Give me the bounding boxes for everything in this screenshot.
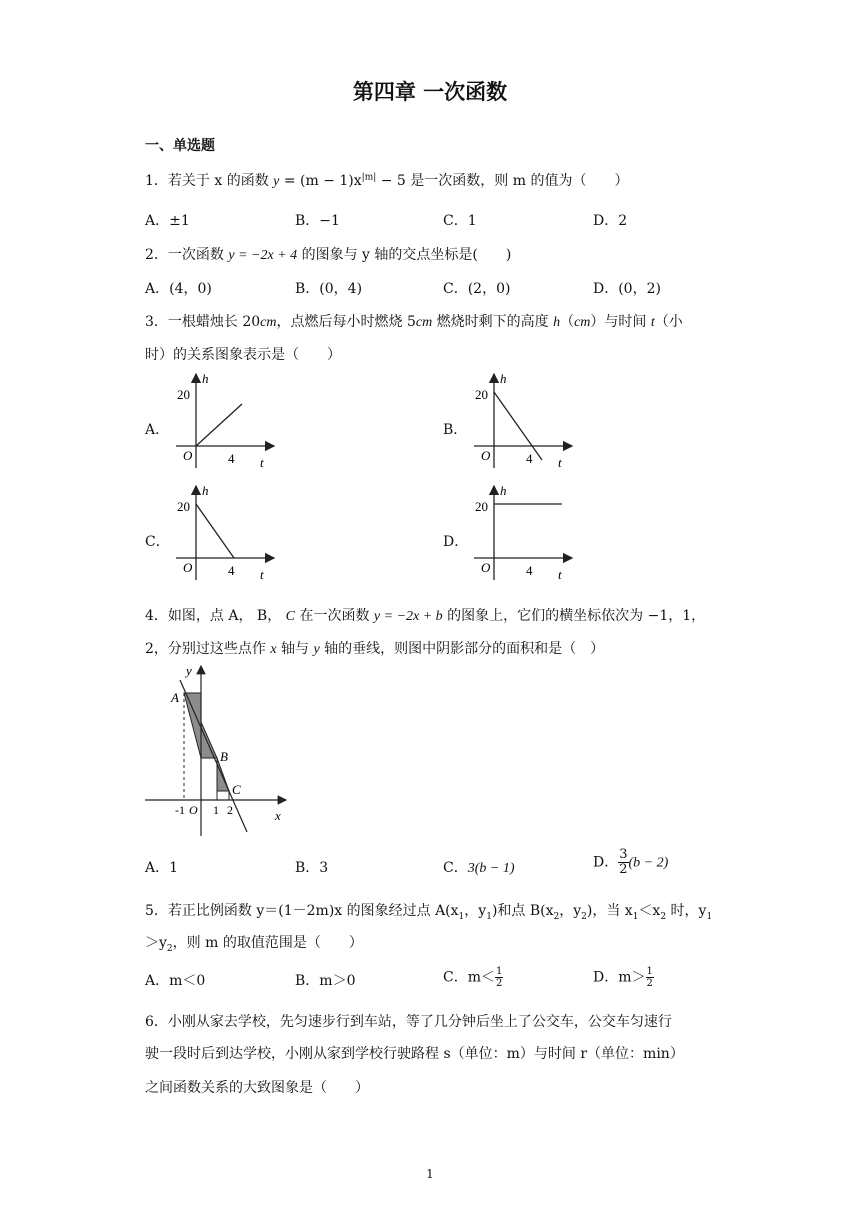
q4-option-d — [593, 848, 668, 877]
q5-option-c-fraction — [495, 966, 503, 989]
q5-text: 时，y — [666, 903, 707, 919]
subscript: 2 — [166, 943, 173, 954]
subscript: 1 — [486, 911, 492, 922]
y-tick-label: 20 — [475, 499, 488, 514]
q5-option-d-fraction — [646, 966, 654, 989]
graph-line — [196, 504, 234, 558]
q3-text: （ — [560, 314, 575, 330]
q3-graph-a — [170, 370, 280, 472]
q4-option-d-fraction — [618, 848, 628, 877]
q5-option-c-label: C．m＜ — [443, 969, 495, 986]
graph-line — [494, 392, 542, 460]
q3-unit: cm — [260, 315, 277, 330]
q5-text: ，y — [559, 903, 582, 919]
subscript: 1 — [632, 911, 639, 922]
q1-formula-part: = (m — [279, 173, 319, 189]
q1-formula-part: − 1)x — [318, 173, 362, 189]
subscript: 1 — [458, 911, 465, 922]
fraction-numerator: 1 — [496, 966, 503, 977]
q1-option-a: A．±1 — [145, 213, 190, 229]
q5-text: ＞y — [145, 935, 167, 951]
q4-text: 轴的垂线，则图中阴影部分的面积和是（ ） — [319, 641, 605, 657]
x-tick-label: 4 — [526, 451, 533, 466]
question-2 — [145, 244, 511, 264]
q3-option-a-label: A． — [145, 422, 170, 438]
question-5-line-2 — [145, 932, 363, 954]
q4-var-x: x — [270, 642, 277, 657]
shaded-triangle-a — [184, 693, 201, 758]
q2-text-after: 的图象与 y 轴的交点坐标是( ) — [297, 247, 512, 263]
subscript: 1 — [706, 911, 713, 922]
q5-option-b: B．m＞0 — [295, 973, 356, 989]
point-a-label: A — [171, 690, 179, 705]
question-6-line-2: 驶一段时后到达学校，小刚从家到学校行驶路程 s（单位：m）与时间 r（单位：min） — [145, 1046, 684, 1062]
point-b-label: B — [220, 749, 228, 764]
q5-text: ＜x — [638, 903, 661, 919]
fraction-denominator: 2 — [646, 978, 653, 989]
x-tick-minus-1: -1 — [175, 803, 185, 817]
q4-text: 的图象上，它们的横坐标依次为 −1，1， — [442, 608, 706, 624]
origin-label: O — [183, 560, 193, 575]
q4-text: 4．如图，点 A， B， — [145, 608, 286, 624]
page-number: 1 — [426, 1167, 434, 1181]
q3-text: （小 — [654, 314, 683, 330]
q3-text: 燃烧时剩下的高度 — [432, 314, 554, 330]
x-axis-label: t — [260, 455, 264, 470]
question-5-line-1 — [145, 900, 712, 922]
q3-text: ）与时间 — [590, 314, 651, 330]
q4-option-d-label: D． — [593, 854, 619, 871]
origin-label: O — [481, 560, 491, 575]
q3-graph-b — [468, 370, 578, 472]
q1-formula-part: − 5 — [376, 173, 406, 189]
q3-text: 3．一根蜡烛长 20 — [145, 314, 261, 330]
subscript: 2 — [660, 911, 667, 922]
question-4-line-1 — [145, 605, 705, 625]
q3-unit: cm — [574, 315, 591, 330]
x-tick-1: 1 — [213, 803, 219, 817]
q4-text: 2，分别过这些点作 — [145, 641, 271, 657]
page-title: 第四章 一次函数 — [352, 80, 508, 104]
q4-option-d-formula: (b − 2) — [628, 855, 669, 871]
subscript: 2 — [581, 911, 587, 922]
q4-option-c-formula: 3(b − 1) — [467, 861, 515, 876]
q5-text: )和点 B(x — [491, 903, 554, 919]
x-axis-label: t — [558, 567, 562, 582]
x-axis-label: t — [260, 567, 264, 582]
x-tick-label: 4 — [228, 451, 235, 466]
q4-option-c-label: C． — [443, 860, 468, 876]
question-4-line-2 — [145, 638, 604, 658]
q3-graph-c — [170, 482, 280, 584]
y-axis-label: h — [202, 483, 209, 498]
fraction-denominator: 2 — [619, 862, 628, 877]
section-heading: 一、单选题 — [145, 138, 215, 154]
origin-label: O — [189, 803, 198, 817]
q1-option-b: B．−1 — [295, 213, 340, 229]
q4-option-c — [443, 857, 515, 877]
q4-formula: y = −2x + b — [373, 609, 443, 624]
q5-option-d-label: D．m＞ — [593, 969, 646, 986]
q2-formula: y = −2x + 4 — [228, 248, 298, 263]
x-axis-label: t — [558, 455, 562, 470]
q1-text-before: 1．若关于 x 的函数 — [145, 173, 274, 189]
q1-option-c: C．1 — [443, 213, 477, 229]
x-axis-label: x — [275, 808, 281, 823]
origin-label: O — [481, 448, 491, 463]
y-axis-label: h — [500, 483, 507, 498]
question-6-line-1: 6．小刚从家去学校，先匀速步行到车站，等了几分钟后坐上了公交车，公交车匀速行 — [145, 1014, 672, 1030]
question-3-line-2: 时）的关系图象表示是（ ） — [145, 347, 341, 363]
q3-var-h: h — [553, 315, 561, 330]
q5-text: 5．若正比例函数 y＝(1－2m)x 的图象经过点 A(x — [145, 903, 459, 919]
q5-option-d — [593, 966, 654, 989]
question-1 — [145, 170, 628, 190]
fraction-numerator: 3 — [619, 847, 628, 862]
q2-option-a: A．(4，0) — [145, 281, 212, 297]
q4-option-a: A．1 — [145, 860, 179, 876]
q3-unit: cm — [415, 315, 433, 330]
question-6-line-3: 之间函数关系的大致图象是（ ） — [145, 1080, 369, 1096]
point-c-label: C — [232, 782, 241, 797]
q4-point-c: C — [285, 609, 295, 624]
q2-text-before: 2．一次函数 — [145, 247, 229, 263]
q2-option-d: D．(0，2) — [593, 281, 661, 297]
y-axis-label: h — [202, 371, 209, 386]
q4-var-y: y — [313, 642, 320, 657]
q5-text: )，当 x — [586, 903, 633, 919]
q3-option-d-label: D． — [443, 534, 469, 550]
origin-label: O — [183, 448, 193, 463]
q4-text: 在一次函数 — [295, 608, 374, 624]
q3-option-b-label: B． — [443, 422, 468, 438]
y-tick-label: 20 — [177, 499, 190, 514]
q4-figure — [140, 660, 290, 840]
q1-formula-y: y — [273, 174, 280, 189]
fraction-denominator: 2 — [496, 978, 503, 989]
q5-text: ，则 m 的取值范围是（ ） — [172, 935, 363, 951]
x-tick-label: 4 — [526, 563, 533, 578]
graph-line — [196, 404, 242, 446]
q2-option-c: C．(2，0) — [443, 281, 511, 297]
q3-option-c-label: C． — [145, 534, 170, 550]
x-tick-2: 2 — [227, 803, 233, 817]
shaded-triangle-b — [201, 722, 217, 758]
q2-option-b: B．(0，4) — [295, 281, 363, 297]
q5-option-c — [443, 966, 503, 989]
q1-option-d: D．2 — [593, 213, 628, 229]
q4-text: 轴与 — [276, 641, 314, 657]
x-tick-label: 4 — [228, 563, 235, 578]
q5-text: ，y — [464, 903, 487, 919]
q3-var-t: t — [650, 315, 655, 330]
q4-option-b: B．3 — [295, 860, 329, 876]
q3-text: ，点燃后每小时燃烧 5 — [276, 314, 416, 330]
q5-option-a: A．m＜0 — [145, 973, 206, 989]
question-3-line-1 — [145, 311, 683, 331]
y-axis-label: h — [500, 371, 507, 386]
subscript: 2 — [553, 911, 560, 922]
q3-graph-d — [468, 482, 578, 584]
q1-text-after: 是一次函数，则 m 的值为（ ） — [405, 173, 629, 189]
y-tick-label: 20 — [177, 387, 190, 402]
y-tick-label: 20 — [475, 387, 488, 402]
q1-formula-exponent: |m| — [361, 172, 377, 183]
fraction-numerator: 1 — [646, 966, 653, 977]
y-axis-label: y — [186, 663, 192, 678]
